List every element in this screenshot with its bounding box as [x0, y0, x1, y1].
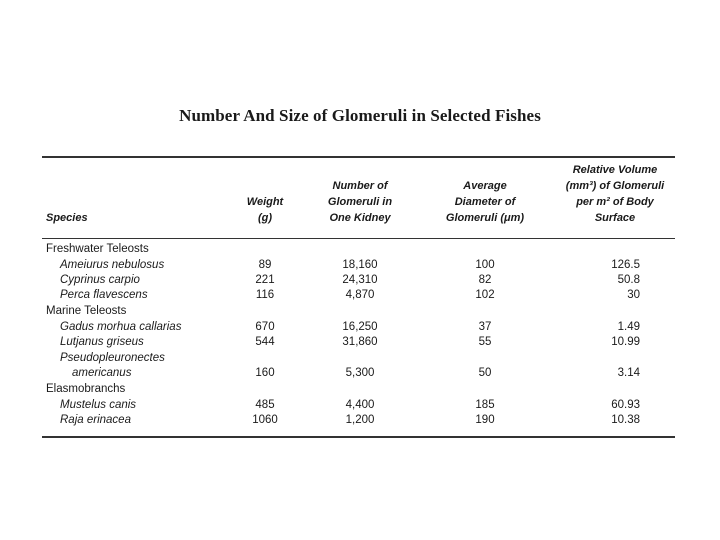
- volume-cell: 50.8: [617, 274, 640, 286]
- diameter-cell: 100: [475, 259, 495, 271]
- volume-cell: 10.99: [611, 336, 640, 348]
- group-elasmobranchs: Elasmobranchs: [46, 383, 126, 395]
- species-name: Ameiurus nebulosus: [60, 259, 165, 271]
- species-name: Perca flavescens: [60, 289, 148, 301]
- species-name: Mustelus canis: [60, 399, 137, 411]
- diameter-cell: 82: [478, 274, 492, 286]
- species-name: Raja erinacea: [60, 414, 131, 426]
- number-cell: 18,160: [342, 259, 378, 271]
- header-diameter: Average Diameter of Glomeruli (μm): [445, 180, 525, 224]
- weight-cell: 1060: [252, 414, 278, 426]
- weight-cell: 116: [255, 289, 275, 301]
- top-rule: [42, 156, 675, 158]
- header-volume: Relative Volume (mm³) of Glomeruli per m² of Body Surface: [565, 164, 665, 224]
- header-number: Number of Glomeruli in One Kidney: [327, 180, 393, 224]
- diameter-cell: 50: [478, 367, 492, 379]
- diameter-cell: 190: [475, 414, 495, 426]
- volume-cell: 60.93: [611, 399, 640, 411]
- diameter-cell: 55: [478, 336, 492, 348]
- volume-cell: 126.5: [611, 259, 640, 271]
- volume-cell: 1.49: [617, 321, 640, 333]
- number-cell: 16,250: [342, 321, 378, 333]
- header-species: Species: [46, 212, 88, 224]
- table-title: Number And Size of Glomeruli in Selected Fishes: [179, 106, 541, 125]
- group-marine-teleosts: Marine Teleosts: [46, 305, 127, 317]
- number-cell: 4,870: [345, 289, 375, 301]
- volume-cell: 3.14: [617, 367, 640, 379]
- weight-cell: 89: [258, 259, 272, 271]
- number-cell: 5,300: [345, 367, 375, 379]
- volume-cell: 10.38: [611, 414, 640, 426]
- weight-cell: 544: [255, 336, 275, 348]
- species-name: Cyprinus carpio: [60, 274, 140, 286]
- species-name-continued: americanus: [72, 367, 132, 379]
- weight-cell: 221: [255, 274, 275, 286]
- weight-cell: 670: [255, 321, 275, 333]
- number-cell: 4,400: [345, 399, 375, 411]
- diameter-cell: 185: [475, 399, 495, 411]
- header-rule: [42, 238, 675, 239]
- bottom-rule: [42, 436, 675, 438]
- number-cell: 1,200: [345, 414, 375, 426]
- species-name: Pseudopleuronectes: [60, 352, 165, 364]
- weight-cell: 485: [255, 399, 275, 411]
- species-name: Gadus morhua callarias: [60, 321, 182, 333]
- weight-cell: 160: [255, 367, 275, 379]
- header-weight: Weight (g): [246, 196, 284, 224]
- number-cell: 24,310: [342, 274, 378, 286]
- volume-cell: 30: [627, 289, 640, 301]
- number-cell: 31,860: [342, 336, 378, 348]
- diameter-cell: 37: [478, 321, 492, 333]
- diameter-cell: 102: [475, 289, 495, 301]
- group-freshwater-teleosts: Freshwater Teleosts: [46, 243, 149, 255]
- species-name: Lutjanus griseus: [60, 336, 144, 348]
